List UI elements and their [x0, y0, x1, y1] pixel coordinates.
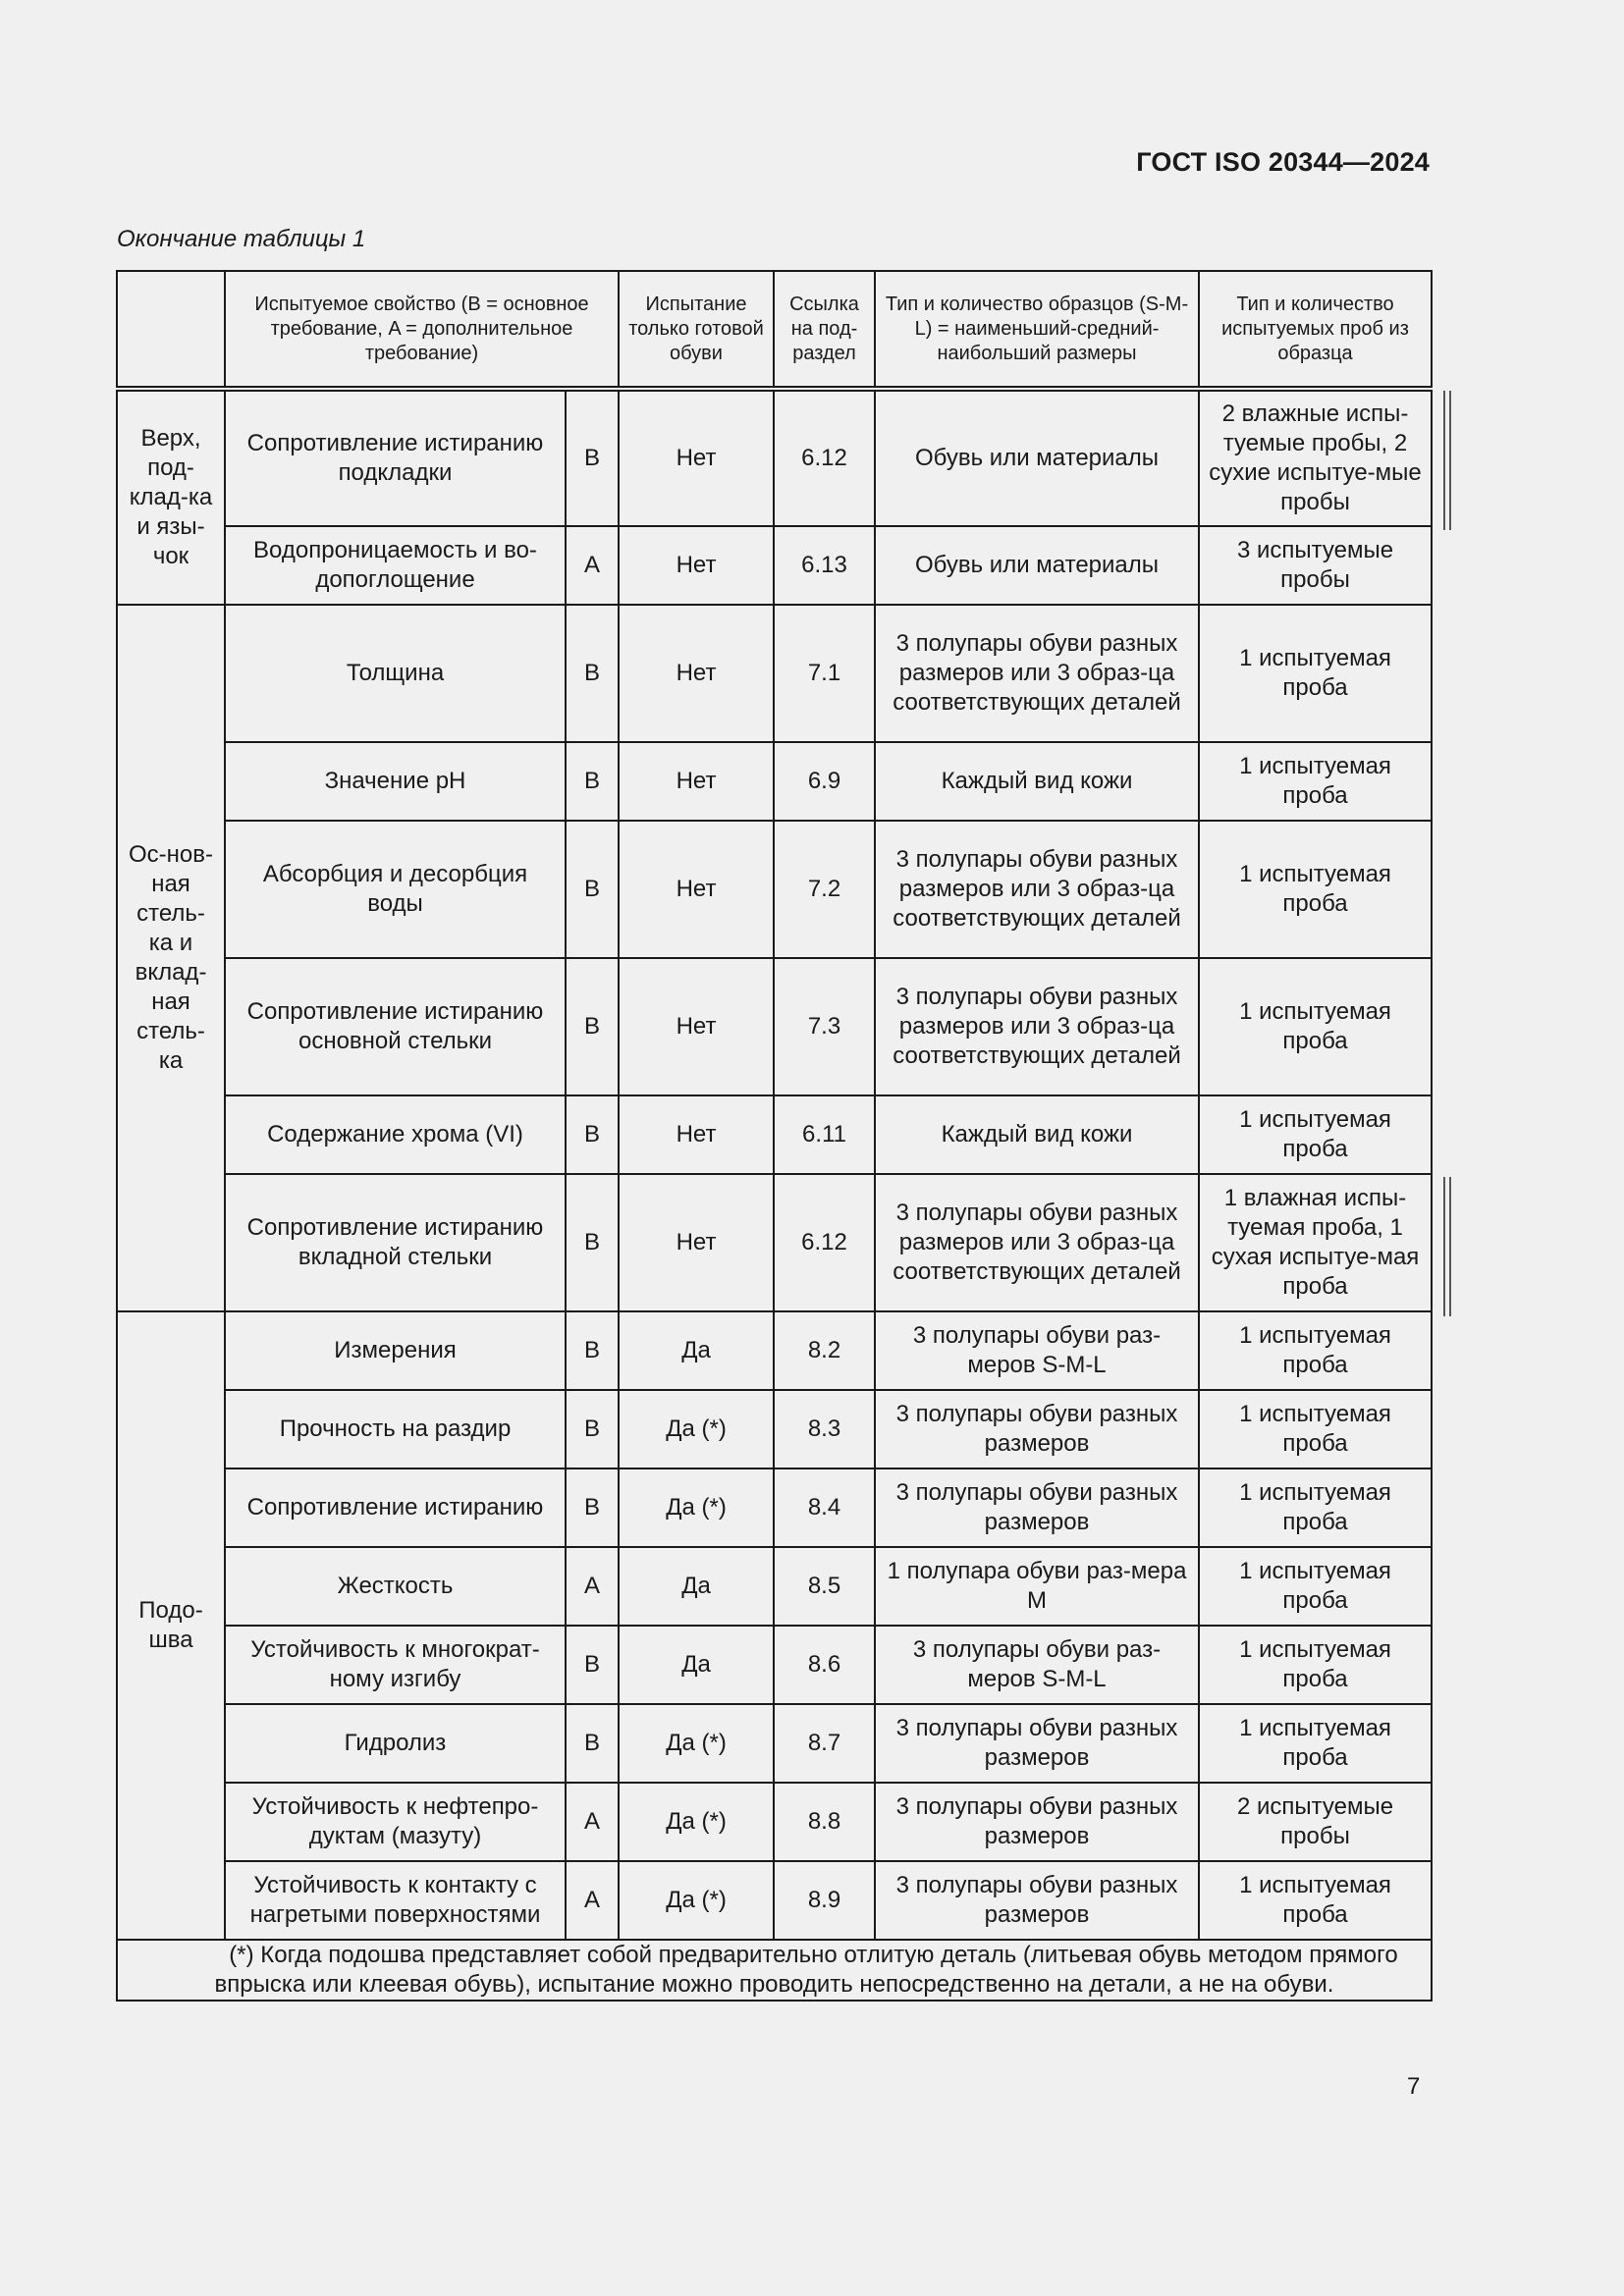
cell-specimens: 3 полупары обуви разных размеров — [875, 1468, 1199, 1547]
cell-finished: Нет — [619, 1095, 774, 1174]
cell-ref: 7.3 — [774, 958, 875, 1095]
cell-specimens: 3 полупары обуви разных размеров или 3 образ-ца соответствующих деталей — [875, 958, 1199, 1095]
cell-ref: 6.9 — [774, 742, 875, 821]
cell-finished: Да — [619, 1626, 774, 1704]
cell-specimens: 1 полупара обуви раз-мера M — [875, 1547, 1199, 1626]
cell-finished: Нет — [619, 1174, 774, 1311]
cell-ref: 7.2 — [774, 821, 875, 958]
cell-property: Сопротивление истиранию вкладной стельки — [225, 1174, 566, 1311]
cell-requirement: A — [566, 1547, 619, 1626]
header-specimens: Тип и количество образцов (S-M-L) = наименьший-средний-наибольший размеры — [875, 271, 1199, 389]
page-number: 7 — [1407, 2073, 1421, 2100]
cell-specimens: 3 полупары обуви разных размеров — [875, 1704, 1199, 1783]
cell-finished: Да (*) — [619, 1468, 774, 1547]
table-row — [117, 1861, 1432, 1940]
table-row — [117, 605, 1432, 742]
cell-finished: Да (*) — [619, 1390, 774, 1468]
cell-finished: Нет — [619, 821, 774, 958]
cell-specimens: 3 полупары обуви раз-меров S-M-L — [875, 1626, 1199, 1704]
cell-property: Гидролиз — [225, 1704, 566, 1783]
cell-requirement: B — [566, 1468, 619, 1547]
cell-finished: Да — [619, 1547, 774, 1626]
cell-property: Сопротивление истиранию подкладки — [225, 389, 566, 526]
table-row — [117, 1704, 1432, 1783]
cell-requirement: B — [566, 1390, 619, 1468]
cell-pieces: 3 испытуемые пробы — [1199, 526, 1432, 605]
cell-specimens: Каждый вид кожи — [875, 1095, 1199, 1174]
table-row — [117, 742, 1432, 821]
cell-ref: 6.12 — [774, 1174, 875, 1311]
table-row — [117, 1783, 1432, 1861]
requirements-table — [116, 270, 1433, 2002]
cell-specimens: 3 полупары обуви разных размеров — [875, 1390, 1199, 1468]
cell-requirement: A — [566, 1861, 619, 1940]
cell-finished: Нет — [619, 605, 774, 742]
cell-property: Устойчивость к контакту с нагретыми поверхностями — [225, 1861, 566, 1940]
cell-requirement: A — [566, 526, 619, 605]
cell-requirement: B — [566, 1095, 619, 1174]
cell-pieces: 1 испытуемая проба — [1199, 1095, 1432, 1174]
change-bar — [1443, 391, 1451, 530]
group-label: Верх, под-клад-ка и язы-чок — [117, 389, 225, 605]
table-row — [117, 526, 1432, 605]
cell-requirement: B — [566, 742, 619, 821]
cell-requirement: B — [566, 605, 619, 742]
cell-ref: 6.11 — [774, 1095, 875, 1174]
cell-property: Содержание хрома (VI) — [225, 1095, 566, 1174]
cell-property: Толщина — [225, 605, 566, 742]
header-ref: Ссылка на под-раздел — [774, 271, 875, 389]
table-row — [117, 821, 1432, 958]
cell-pieces: 2 испытуемые пробы — [1199, 1783, 1432, 1861]
cell-property: Сопротивление истиранию основной стельки — [225, 958, 566, 1095]
cell-requirement: B — [566, 1704, 619, 1783]
cell-pieces: 1 испытуемая проба — [1199, 958, 1432, 1095]
header-group — [117, 271, 225, 389]
cell-specimens: 3 полупары обуви разных размеров или 3 образ-ца соответствующих деталей — [875, 1174, 1199, 1311]
cell-specimens: Обувь или материалы — [875, 389, 1199, 526]
header-test-pieces: Тип и количество испытуемых проб из образца — [1199, 271, 1432, 389]
cell-ref: 8.7 — [774, 1704, 875, 1783]
cell-property: Прочность на раздир — [225, 1390, 566, 1468]
cell-property: Жесткость — [225, 1547, 566, 1626]
cell-property: Сопротивление истиранию — [225, 1468, 566, 1547]
header-finished-only: Испытание только готовой обуви — [619, 271, 774, 389]
cell-pieces: 1 испытуемая проба — [1199, 1390, 1432, 1468]
cell-property: Устойчивость к многократ-ному изгибу — [225, 1626, 566, 1704]
cell-property: Водопроницаемость и во-допоглощение — [225, 526, 566, 605]
cell-finished: Нет — [619, 526, 774, 605]
group-label: Подо-шва — [117, 1311, 225, 1940]
cell-ref: 8.2 — [774, 1311, 875, 1390]
cell-pieces: 1 испытуемая проба — [1199, 1626, 1432, 1704]
table-header-row — [117, 271, 1432, 389]
table-row — [117, 1095, 1432, 1174]
table-row — [117, 389, 1432, 526]
cell-ref: 7.1 — [774, 605, 875, 742]
cell-specimens: Каждый вид кожи — [875, 742, 1199, 821]
cell-requirement: B — [566, 821, 619, 958]
cell-pieces: 1 испытуемая проба — [1199, 1311, 1432, 1390]
cell-requirement: B — [566, 389, 619, 526]
cell-specimens: Обувь или материалы — [875, 526, 1199, 605]
cell-requirement: B — [566, 958, 619, 1095]
cell-finished: Нет — [619, 958, 774, 1095]
table-row — [117, 1174, 1432, 1311]
cell-pieces: 1 испытуемая проба — [1199, 742, 1432, 821]
table-footnote: (*) Когда подошва представляет собой предварительно отлитую деталь (литьевая обувь методом прямого впрыска или клеевая обувь), испытание можно проводить непосредственно на детали, а не на обуви. — [117, 1940, 1432, 2001]
footnote-row — [117, 1940, 1432, 2001]
cell-specimens: 3 полупары обуви разных размеров или 3 образ-ца соответствующих деталей — [875, 821, 1199, 958]
header-property: Испытуемое свойство (B = основное требование, A = дополнительное требование) — [225, 271, 619, 389]
table-row — [117, 1547, 1432, 1626]
cell-requirement: B — [566, 1311, 619, 1390]
cell-property: Значение pH — [225, 742, 566, 821]
cell-specimens: 3 полупары обуви разных размеров или 3 образ-ца соответствующих деталей — [875, 605, 1199, 742]
document-code: ГОСТ ISO 20344—2024 — [1136, 147, 1430, 177]
cell-finished: Нет — [619, 742, 774, 821]
cell-ref: 6.12 — [774, 389, 875, 526]
cell-ref: 8.9 — [774, 1861, 875, 1940]
table-row — [117, 1311, 1432, 1390]
cell-pieces: 1 испытуемая проба — [1199, 821, 1432, 958]
cell-specimens: 3 полупары обуви разных размеров — [875, 1783, 1199, 1861]
cell-ref: 6.13 — [774, 526, 875, 605]
cell-pieces: 2 влажные испы-туемые пробы, 2 сухие испытуе-мые пробы — [1199, 389, 1432, 526]
cell-ref: 8.6 — [774, 1626, 875, 1704]
group-label: Ос-нов-ная стель-ка и вклад-ная стель-ка — [117, 605, 225, 1311]
cell-finished: Да (*) — [619, 1783, 774, 1861]
cell-property: Абсорбция и десорбция воды — [225, 821, 566, 958]
cell-specimens: 3 полупары обуви раз-меров S-M-L — [875, 1311, 1199, 1390]
cell-pieces: 1 испытуемая проба — [1199, 605, 1432, 742]
table-caption: Окончание таблицы 1 — [117, 226, 366, 252]
cell-requirement: A — [566, 1783, 619, 1861]
cell-finished: Нет — [619, 389, 774, 526]
table-row — [117, 1390, 1432, 1468]
cell-requirement: B — [566, 1174, 619, 1311]
cell-ref: 8.5 — [774, 1547, 875, 1626]
table-row — [117, 958, 1432, 1095]
cell-requirement: B — [566, 1626, 619, 1704]
cell-property: Устойчивость к нефтепро-дуктам (мазуту) — [225, 1783, 566, 1861]
cell-pieces: 1 испытуемая проба — [1199, 1468, 1432, 1547]
cell-pieces: 1 влажная испы-туемая проба, 1 сухая испытуе-мая проба — [1199, 1174, 1432, 1311]
cell-finished: Да — [619, 1311, 774, 1390]
table-row — [117, 1468, 1432, 1547]
cell-finished: Да (*) — [619, 1704, 774, 1783]
cell-pieces: 1 испытуемая проба — [1199, 1547, 1432, 1626]
cell-pieces: 1 испытуемая проба — [1199, 1704, 1432, 1783]
change-bar — [1443, 1177, 1451, 1316]
table-row — [117, 1626, 1432, 1704]
cell-finished: Да (*) — [619, 1861, 774, 1940]
cell-ref: 8.4 — [774, 1468, 875, 1547]
cell-ref: 8.3 — [774, 1390, 875, 1468]
cell-ref: 8.8 — [774, 1783, 875, 1861]
cell-property: Измерения — [225, 1311, 566, 1390]
cell-specimens: 3 полупары обуви разных размеров — [875, 1861, 1199, 1940]
cell-pieces: 1 испытуемая проба — [1199, 1861, 1432, 1940]
